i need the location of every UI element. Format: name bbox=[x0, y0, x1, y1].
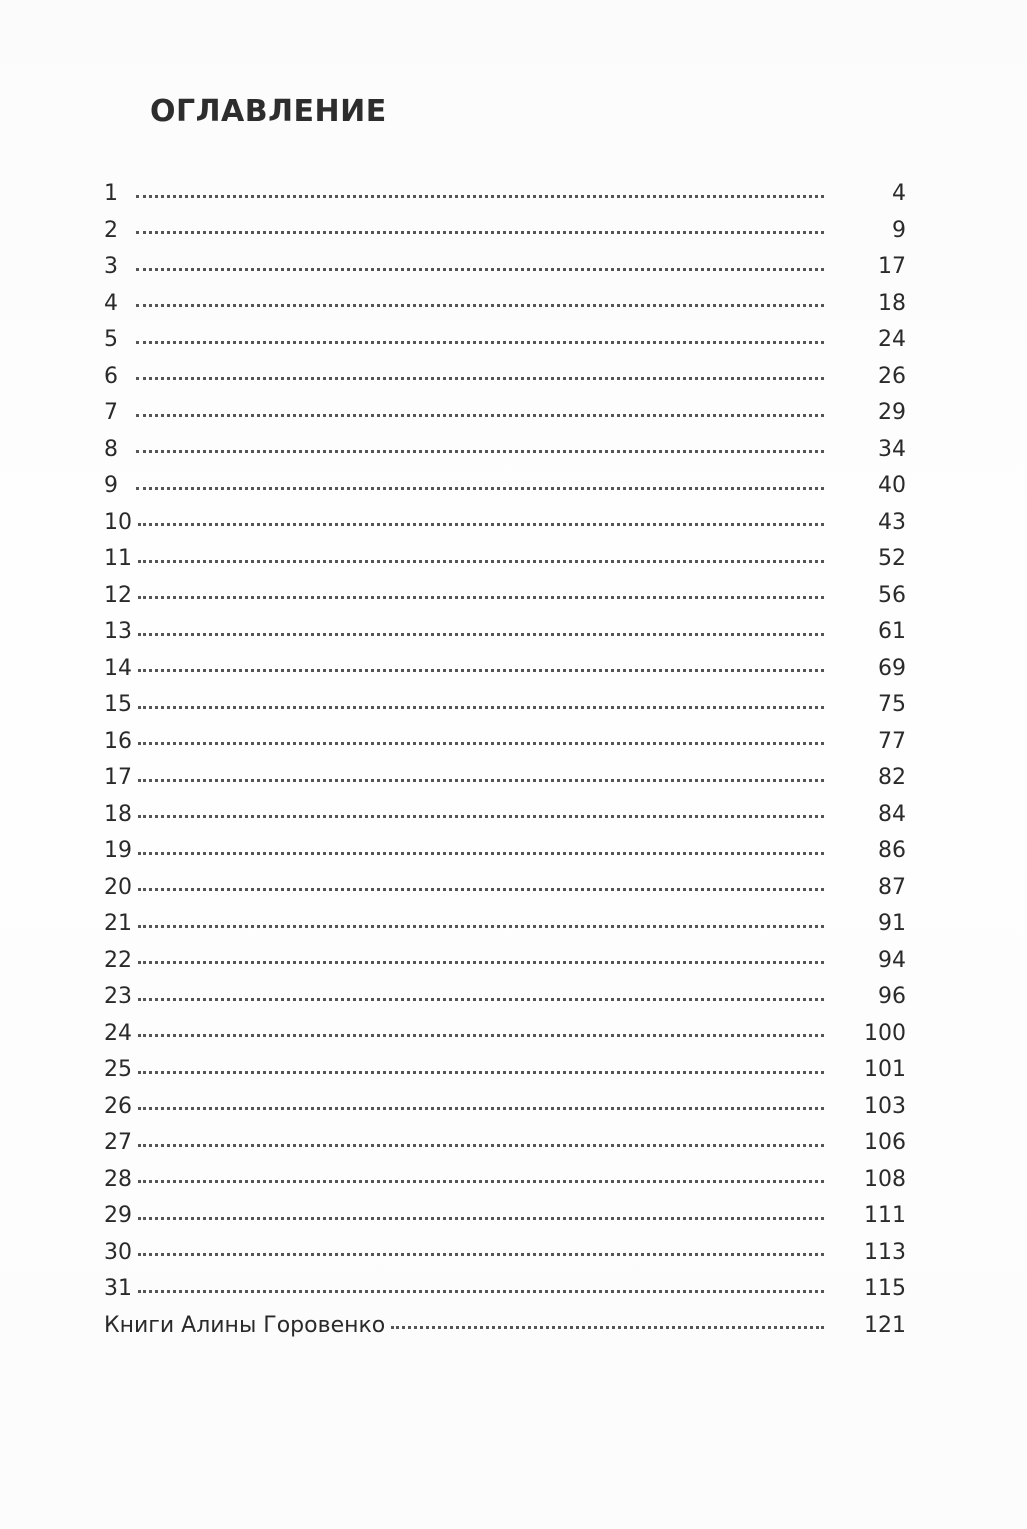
toc-entry-page-number: 106 bbox=[864, 1130, 906, 1155]
toc-entry-page-number: 52 bbox=[878, 546, 906, 571]
dot-leader bbox=[136, 231, 824, 234]
toc-entry-page-number: 84 bbox=[878, 801, 906, 827]
toc-entry-title: Книги Алины Горовенко bbox=[104, 1312, 386, 1338]
toc-entry-title: 27 bbox=[104, 1130, 132, 1155]
toc-entry bbox=[104, 1271, 906, 1308]
dot-leader bbox=[136, 414, 824, 417]
table-of-contents bbox=[104, 176, 906, 1344]
toc-entry-title: 18 bbox=[104, 801, 132, 827]
toc-entry-title: 24 bbox=[104, 1020, 132, 1046]
toc-entry-title: 19 bbox=[104, 838, 132, 863]
toc-entry bbox=[104, 1125, 906, 1162]
dot-leader bbox=[138, 925, 824, 928]
toc-entry-page-number: 56 bbox=[878, 582, 906, 608]
toc-entry-title: 21 bbox=[104, 911, 132, 936]
toc-entry-title: 14 bbox=[104, 655, 132, 681]
toc-entry-page-number: 111 bbox=[864, 1203, 906, 1228]
toc-entry-title: 8 bbox=[104, 436, 118, 462]
toc-entry bbox=[104, 541, 906, 578]
toc-entry-title: 5 bbox=[104, 327, 118, 352]
toc-entry bbox=[104, 322, 906, 359]
toc-entry-page-number: 29 bbox=[878, 400, 906, 425]
toc-entry bbox=[104, 249, 906, 286]
toc-entry bbox=[104, 395, 906, 432]
dot-leader bbox=[136, 304, 824, 307]
toc-entry-page-number: 100 bbox=[864, 1020, 906, 1046]
toc-entry bbox=[104, 286, 906, 323]
toc-entry bbox=[104, 359, 906, 396]
dot-leader bbox=[138, 815, 824, 818]
toc-entry bbox=[104, 578, 906, 615]
toc-entry bbox=[104, 213, 906, 250]
dot-leader bbox=[138, 852, 824, 855]
toc-entry bbox=[104, 1052, 906, 1089]
toc-entry-page-number: 61 bbox=[878, 619, 906, 644]
toc-entry bbox=[104, 870, 906, 907]
toc-entry-page-number: 103 bbox=[864, 1093, 906, 1119]
toc-entry-page-number: 86 bbox=[878, 838, 906, 863]
toc-entry-title: 4 bbox=[104, 290, 118, 316]
toc-entry bbox=[104, 1162, 906, 1199]
toc-entry-title: 20 bbox=[104, 874, 132, 900]
dot-leader bbox=[391, 1326, 824, 1329]
toc-entry-page-number: 101 bbox=[864, 1057, 906, 1082]
toc-entry-page-number: 69 bbox=[878, 655, 906, 681]
toc-entry-title: 26 bbox=[104, 1093, 132, 1119]
toc-entry bbox=[104, 1308, 906, 1345]
toc-entry bbox=[104, 1198, 906, 1235]
dot-leader bbox=[138, 1180, 824, 1183]
toc-entry bbox=[104, 468, 906, 505]
toc-entry-page-number: 24 bbox=[878, 327, 906, 352]
toc-entry bbox=[104, 1089, 906, 1126]
dot-leader bbox=[136, 195, 824, 198]
toc-entry bbox=[104, 797, 906, 834]
dot-leader bbox=[138, 1144, 824, 1147]
dot-leader bbox=[138, 1253, 824, 1256]
toc-entry-title: 12 bbox=[104, 582, 132, 608]
dot-leader bbox=[138, 742, 824, 745]
toc-entry-page-number: 113 bbox=[864, 1239, 906, 1265]
toc-entry-title: 6 bbox=[104, 363, 118, 389]
toc-entry-page-number: 91 bbox=[878, 911, 906, 936]
toc-entry-page-number: 82 bbox=[878, 765, 906, 790]
toc-entry-title: 3 bbox=[104, 254, 118, 279]
toc-entry-page-number: 9 bbox=[892, 217, 906, 243]
toc-entry-page-number: 34 bbox=[878, 436, 906, 462]
toc-entry bbox=[104, 724, 906, 761]
toc-entry-title: 11 bbox=[104, 546, 132, 571]
toc-entry-title: 28 bbox=[104, 1166, 132, 1192]
toc-entry bbox=[104, 176, 906, 213]
toc-entry bbox=[104, 651, 906, 688]
dot-leader bbox=[138, 998, 824, 1001]
dot-leader bbox=[138, 779, 824, 782]
toc-entry-page-number: 43 bbox=[878, 509, 906, 535]
toc-entry bbox=[104, 505, 906, 542]
toc-entry bbox=[104, 833, 906, 870]
dot-leader bbox=[136, 487, 824, 490]
toc-entry-title: 15 bbox=[104, 692, 132, 717]
toc-entry-page-number: 96 bbox=[878, 984, 906, 1009]
toc-entry-page-number: 108 bbox=[864, 1166, 906, 1192]
dot-leader bbox=[136, 268, 824, 271]
toc-entry-page-number: 18 bbox=[878, 290, 906, 316]
toc-entry-title: 31 bbox=[104, 1276, 132, 1301]
dot-leader bbox=[136, 341, 824, 344]
toc-entry-page-number: 75 bbox=[878, 692, 906, 717]
dot-leader bbox=[138, 961, 824, 964]
dot-leader bbox=[138, 1034, 824, 1037]
dot-leader bbox=[136, 450, 824, 453]
dot-leader bbox=[138, 1107, 824, 1110]
dot-leader bbox=[138, 560, 824, 563]
dot-leader bbox=[138, 523, 824, 526]
toc-entry-page-number: 17 bbox=[878, 254, 906, 279]
toc-entry-page-number: 87 bbox=[878, 874, 906, 900]
dot-leader bbox=[138, 888, 824, 891]
toc-entry-page-number: 115 bbox=[864, 1276, 906, 1301]
toc-entry-page-number: 77 bbox=[878, 728, 906, 754]
dot-leader bbox=[138, 1071, 824, 1074]
toc-entry-title: 13 bbox=[104, 619, 132, 644]
toc-entry bbox=[104, 979, 906, 1016]
toc-entry bbox=[104, 943, 906, 980]
toc-entry bbox=[104, 614, 906, 651]
toc-entry bbox=[104, 760, 906, 797]
toc-entry-title: 30 bbox=[104, 1239, 132, 1265]
toc-entry bbox=[104, 906, 906, 943]
toc-entry-page-number: 121 bbox=[864, 1312, 906, 1338]
toc-entry-title: 1 bbox=[104, 181, 118, 206]
dot-leader bbox=[138, 633, 824, 636]
toc-entry-page-number: 94 bbox=[878, 947, 906, 973]
toc-entry-title: 25 bbox=[104, 1057, 132, 1082]
toc-entry-title: 23 bbox=[104, 984, 132, 1009]
toc-entry bbox=[104, 687, 906, 724]
toc-entry-page-number: 4 bbox=[892, 181, 906, 206]
toc-entry-title: 29 bbox=[104, 1203, 132, 1228]
toc-entry-page-number: 26 bbox=[878, 363, 906, 389]
dot-leader bbox=[138, 669, 824, 672]
dot-leader bbox=[138, 1217, 824, 1220]
toc-entry-title: 7 bbox=[104, 400, 118, 425]
toc-entry-title: 22 bbox=[104, 947, 132, 973]
dot-leader bbox=[138, 1290, 824, 1293]
toc-entry-title: 2 bbox=[104, 217, 118, 243]
dot-leader bbox=[138, 706, 824, 709]
page-title: ОГЛАВЛЕНИЕ bbox=[150, 94, 387, 129]
toc-entry bbox=[104, 1235, 906, 1272]
toc-entry-title: 9 bbox=[104, 473, 118, 498]
toc-entry-title: 17 bbox=[104, 765, 132, 790]
toc-entry-title: 16 bbox=[104, 728, 132, 754]
toc-entry bbox=[104, 432, 906, 469]
dot-leader bbox=[136, 377, 824, 380]
dot-leader bbox=[138, 596, 824, 599]
toc-entry-title: 10 bbox=[104, 509, 132, 535]
toc-entry-page-number: 40 bbox=[878, 473, 906, 498]
toc-entry bbox=[104, 1016, 906, 1053]
